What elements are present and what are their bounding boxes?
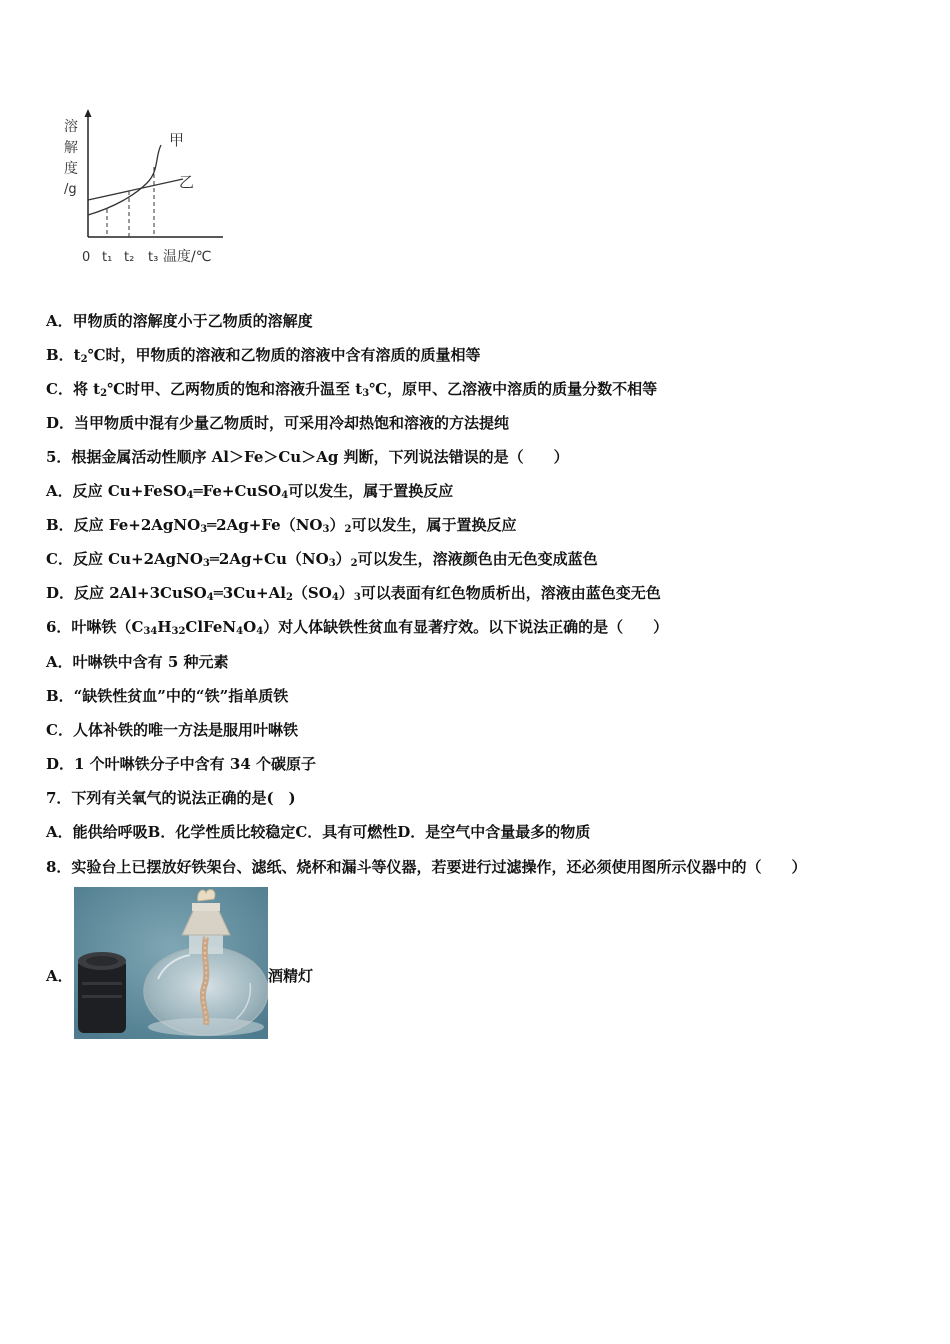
tick-t3: t₃ [148, 250, 159, 265]
origin-label: 0 [82, 250, 91, 265]
q5-option-c: C．反应 $Cu+2AgNO_3═2Ag+Cu(NO_3)_2$可以发生，溶液颜色由无色变成蓝色 [46, 550, 598, 569]
tick-t2: t₂ [124, 250, 135, 265]
jia-curve [88, 145, 161, 215]
x-axis-label: 温度/℃ [163, 249, 212, 265]
y-label-1: 溶 [64, 119, 78, 135]
q7-option-c: C．具有可燃性 [295, 823, 398, 841]
alcohol-lamp-image [74, 887, 268, 1039]
q4-option-a: A．甲物质的溶解度小于乙物质的溶解度 [46, 312, 313, 330]
q5-stem: 5．根据金属活动性顺序 Al＞Fe＞Cu＞Ag 判断，下列说法错误的是（ ） [46, 448, 569, 466]
q8-stem: 8．实验台上已摆放好铁架台、滤纸、烧杯和漏斗等仪器，若要进行过滤操作，还必须使用图所示仪器中的（ ） [46, 858, 807, 876]
curve-jia [88, 145, 164, 216]
q7-option-d: D．是空气中含量最多的物质 [397, 823, 591, 841]
q4-option-d: D．当甲物质中混有少量乙物质时，可采用冷却热饱和溶液的方法提纯 [46, 414, 510, 432]
y-label-4: /g [64, 182, 77, 197]
curve-yi-label: 乙 [179, 173, 195, 191]
y-label-3: 度 [64, 161, 78, 177]
q8-option-a-label: A． [46, 967, 73, 985]
q7-options [46, 822, 590, 842]
q4-option-b: B．$t_2℃$时，甲物质的溶液和乙物质的溶液中含有溶质的质量相等 [46, 346, 481, 365]
q6-option-a: A．叶啉铁中含有 5 种元素 [46, 653, 229, 671]
yi-curve [88, 179, 183, 200]
tick-t1: t₁ [102, 250, 113, 265]
y-axis-arrow [85, 109, 92, 117]
q5-option-a: A．反应 Cu+FeSO$_4$═Fe+CuSO$_4$可以发生，属于置换反应 [46, 482, 454, 501]
q4-option-c: C．将 $t_2℃$时甲、乙两物质的饱和溶液升温至 $t_3℃$，原甲、乙溶液中溶质的质量分数不相等 [46, 380, 658, 399]
alcohol-lamp-photo [74, 887, 268, 1039]
q7-option-b: B．化学性质比较稳定 [147, 823, 296, 841]
q5-option-d: D．反应 $2Al+3CuSO_4═3Cu+Al_2(SO_4)_3$可以表面有红色物质析出，溶液由蓝色变无色 [46, 584, 661, 603]
q6-stem: 6．叶啉铁$(C_{34}H_{32}ClFeN_4O_4)$对人体缺铁性贫血有显著疗效。以下说法正确的是（ ） [46, 618, 669, 637]
q6-option-b: B．“缺铁性贫血”中的“铁”指单质铁 [46, 687, 289, 705]
y-label-2: 解 [64, 140, 78, 156]
solubility-graph [55, 105, 235, 270]
q5-option-b: B．反应 $Fe+2AgNO_3═2Ag+Fe(NO_3)_2$可以发生，属于置换反应 [46, 516, 517, 535]
q7-stem: 7．下列有关氧气的说法正确的是( ) [46, 789, 296, 807]
q6-option-c: C．人体补铁的唯一方法是服用叶啉铁 [46, 721, 298, 739]
q6-option-d: D．1 个叶啉铁分子中含有 34 个碳原子 [46, 755, 316, 773]
curve-jia-label: 甲 [169, 131, 185, 149]
q8-option-a-caption: 酒精灯 [268, 967, 314, 985]
q7-option-a: A．能供给呼吸 [46, 823, 148, 841]
